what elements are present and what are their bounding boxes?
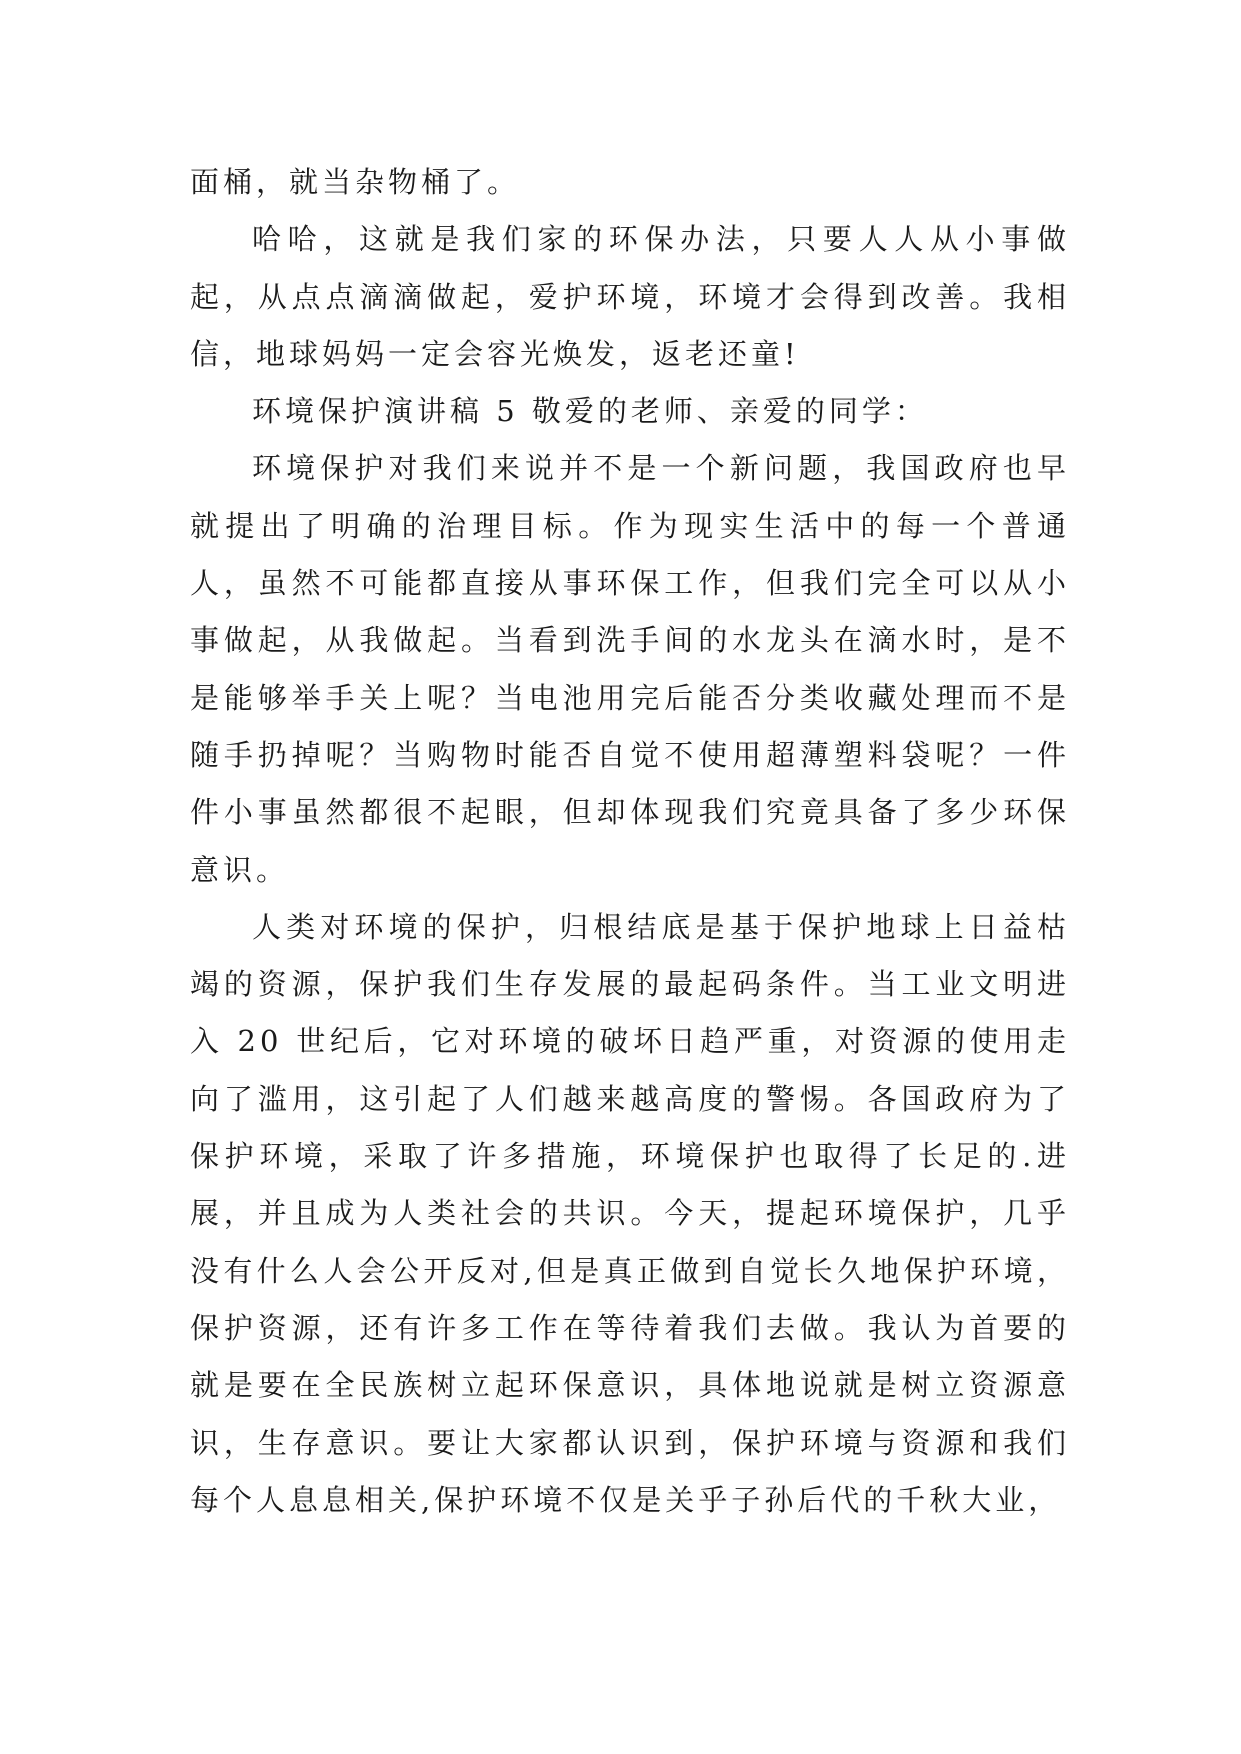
- paragraph-speech-heading: 环境保护演讲稿 5 敬爱的老师、亲爱的同学：: [252, 394, 928, 429]
- paragraph-small-things: 环境保护对我们来说并不是一个新问题，我国政府也早就提出了明确的治理目标。作为现实生活中的每一个普通人，虽然不可能都直接从事环保工作，但我们完全可以从小事做起，从我做起。当看到洗手间的水龙头在滴水时，是不是能够举手关上呢？当电池用完后能否分类收藏处理而不是随手扔掉呢？当购物时能否自觉不使用超薄塑料袋呢？一件件小事虽然都很不起眼，但却体现我们究竟具备了多少环保意识。: [190, 451, 1070, 887]
- paragraph-human-protection: 人类对环境的保护，归根结底是基于保护地球上日益枯竭的资源，保护我们生存发展的最起码条件。当工业文明进入 20 世纪后，它对环境的破坏日趋严重，对资源的使用走向了滥用，这引起了人们越来越高度的警惕。各国政府为了保护环境，采取了许多措施，环境保护也取得了长足的.进展，并且成为人类社会的共识。今天，提起环境保护，几乎没有什么人会公开反对,但是真正做到自觉长久地保护环境，保护资源，还有许多工作在等待着我们去做。我认为首要的就是要在全民族树立起环保意识，具体地说就是树立资源意识，生存意识。要让大家都认识到，保护环境与资源和我们每个人息息相关,保护环境不仅是关乎子孙后代的千秋大业，: [190, 909, 1070, 1517]
- body-text: [190, 154, 1070, 1529]
- paragraph-family-method: 哈哈，这就是我们家的环保办法，只要人人从小事做起，从点点滴滴做起，爱护环境，环境才会得到改善。我相信，地球妈妈一定会容光焕发，返老还童!: [190, 222, 1070, 371]
- paragraph-continuation: 面桶，就当杂物桶了。: [190, 165, 521, 199]
